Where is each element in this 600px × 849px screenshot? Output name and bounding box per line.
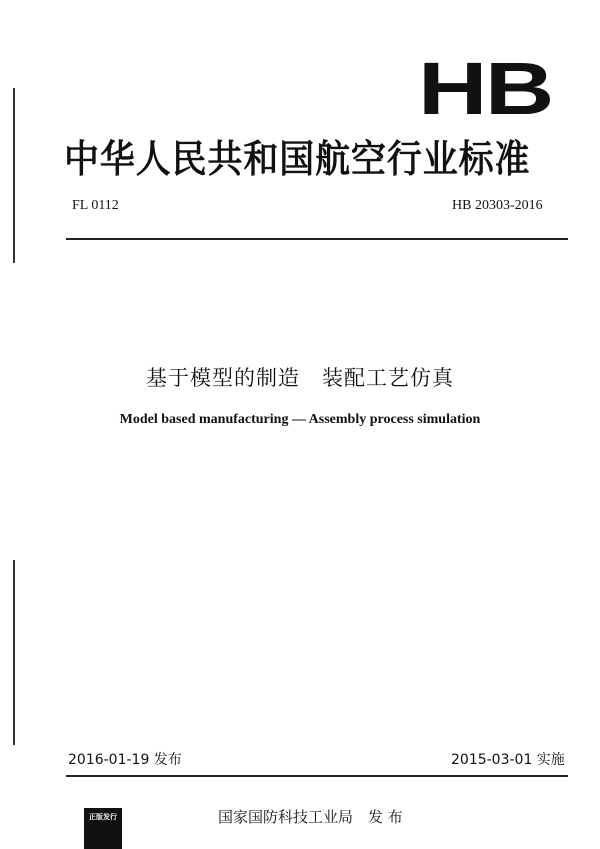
divider	[66, 238, 568, 240]
standard-number: HB 20303-2016	[452, 198, 543, 213]
standard-title: 中华人民共和国航空行业标准	[64, 137, 531, 181]
classification-code: FL 0112	[72, 198, 119, 213]
document-title-en: Model based manufacturing — Assembly process simulation	[119, 412, 481, 427]
hb-logo: HB	[418, 47, 552, 130]
issue-date: 2016-01-19 发布	[68, 752, 182, 768]
stamp-text: 正版发行	[89, 813, 117, 821]
margin-line	[13, 88, 15, 263]
authentic-stamp	[84, 808, 122, 849]
margin-line	[13, 560, 15, 745]
publisher: 国家国防科技工业局 发 布	[218, 808, 403, 826]
divider	[66, 775, 568, 777]
implement-date: 2015-03-01 实施	[451, 752, 565, 768]
document-title-cn: 基于模型的制造 装配工艺仿真	[146, 366, 454, 390]
